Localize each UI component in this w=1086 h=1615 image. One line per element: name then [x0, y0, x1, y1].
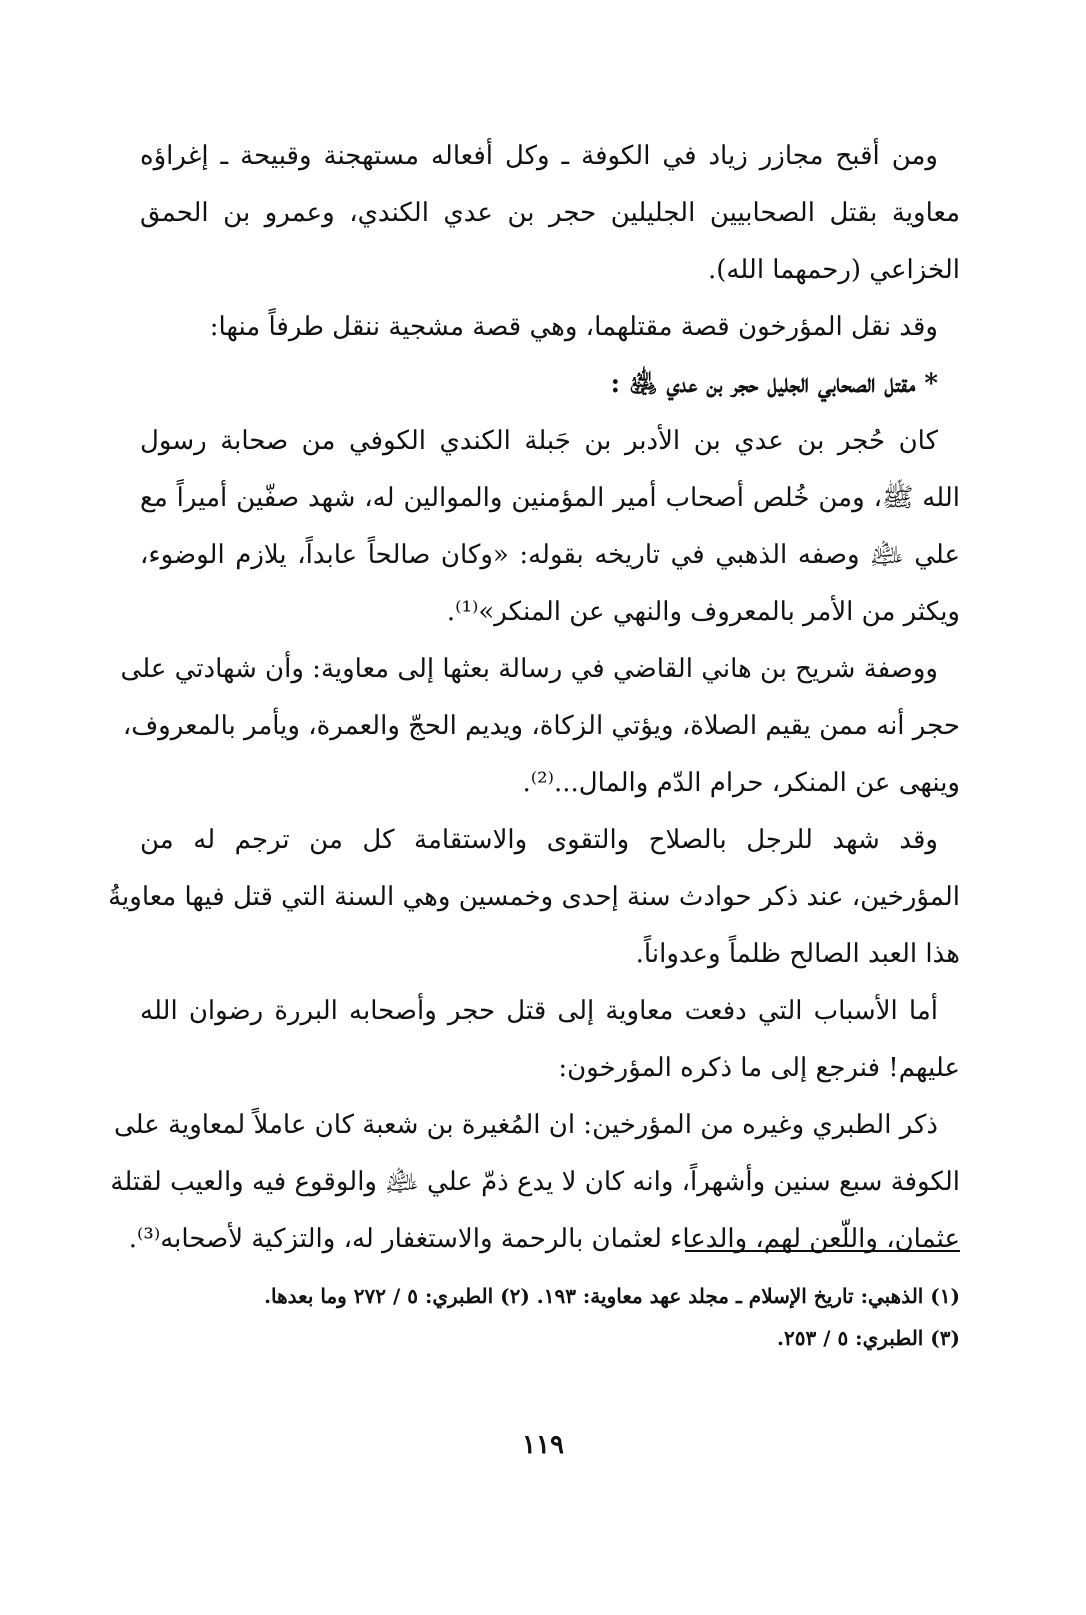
text-line: علي ﵇ وصفه الذهبي في تاريخه بقوله: «وكان صالحاً عابداً، يلازم الوضوء،: [140, 540, 960, 570]
text-line: أما الأسباب التي دفعت معاوية إلى قتل حجر وأصحابه البررة رضوان الله: [140, 996, 938, 1026]
footnote-line: (٣) الطبري: ٥ / ٢٥٣.: [777, 1326, 960, 1350]
text-line: ويكثر من الأمر بالمعروف والنهي عن المنكر»⁽¹⁾.: [446, 597, 960, 627]
footnote-divider: [685, 1250, 960, 1252]
text-line: الخزاعي (رحمهما الله).: [707, 255, 960, 285]
page-number: ١١٩: [522, 1430, 564, 1460]
text-line: المؤرخين، عند ذكر حوادث سنة إحدى وخمسين وهي السنة التي قتل فيها معاويةُ: [108, 882, 960, 912]
text-line: هذا العبد الصالح ظلماً وعدواناً.: [635, 939, 960, 969]
text-line: الكوفة سبع سنين وأشهراً، وانه كان لا يدع ذمّ علي ﵇ والوقوع فيه والعيب لقتلة: [110, 1167, 960, 1197]
text-line: وينهى عن المنكر، حرام الدّم والمال...⁽²⁾.: [522, 768, 960, 798]
text-line: حجر أنه ممن يقيم الصلاة، ويؤتي الزكاة، ويديم الحجّ والعمرة، ويأمر بالمعروف،: [122, 711, 960, 741]
text-line: الله ﷺ، ومن خُلص أصحاب أمير المؤمنين والموالين له، شهد صفّين أميراً مع: [140, 483, 960, 513]
text-line: وقد نقل المؤرخون قصة مقتلهما، وهي قصة مشجية ننقل طرفاً منها:: [209, 312, 938, 342]
text-line: ذكر الطبري وغيره من المؤرخين: ان المُغيرة بن شعبة كان عاملاً لمعاوية على: [113, 1110, 938, 1140]
text-line: كان حُجر بن عدي بن الأدبر بن جَبلة الكندي الكوفي من صحابة رسول: [140, 426, 938, 456]
text-line: وقد شهد للرجل بالصلاح والتقوى والاستقامة كل من ترجم له من: [140, 825, 938, 855]
footnote-line: (١) الذهبي: تاريخ الإسلام ـ مجلد عهد معاوية: ١٩٣. (٢) الطبري: ٥ / ٢٧٢ وما بعدها.: [264, 1284, 960, 1308]
text-line: معاوية بقتل الصحابيين الجليلين حجر بن عدي الكندي، وعمرو بن الحمق: [140, 198, 960, 228]
text-line: ووصفة شريح بن هاني القاضي في رسالة بعثها إلى معاوية: وأن شهادتي على: [120, 654, 938, 684]
footnotes: [140, 1275, 960, 1359]
text-line: عثمان، واللّعن لهم، والدعاء لعثمان بالرحمة والاستغفار له، والتزكية لأصحابه⁽³⁾.: [128, 1224, 960, 1254]
text-line: عليهم! فنرجع إلى ما ذكره المؤرخون:: [558, 1053, 960, 1083]
main-text: [108, 128, 960, 1268]
text-line: ومن أقبح مجازر زياد في الكوفة ـ وكل أفعاله مستهجنة وقبيحة ـ إغراؤه: [140, 141, 938, 171]
section-heading: * مقتل الصحابي الجليل حجر بن عدي ﵁ :: [610, 369, 938, 399]
